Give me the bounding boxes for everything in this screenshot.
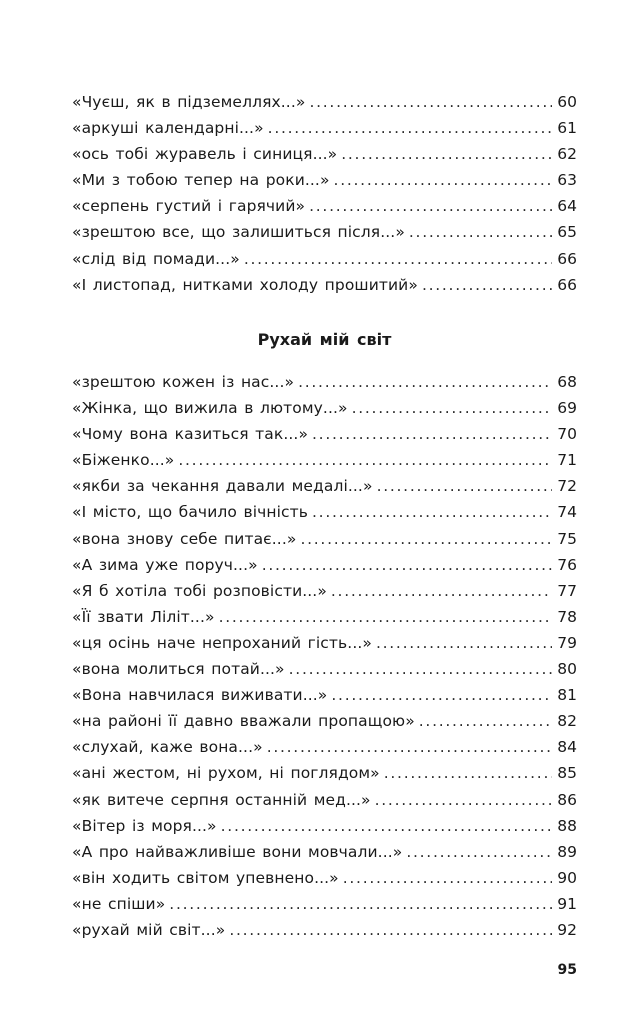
toc-entry-page: 66 xyxy=(557,249,577,268)
toc-entry-page: 77 xyxy=(557,581,577,600)
toc-entry xyxy=(72,708,577,734)
toc-leader-dots xyxy=(309,89,552,115)
toc-entry-page: 70 xyxy=(557,425,577,444)
toc-leader-dots xyxy=(219,604,552,630)
toc-entry-title: «на районі її давно вважали пропащою» xyxy=(72,712,415,731)
toc-entry xyxy=(72,369,577,395)
toc-leader-dots xyxy=(300,526,552,552)
toc-entry xyxy=(72,760,577,786)
toc-leader-dots xyxy=(343,865,552,891)
page-number: 95 xyxy=(557,962,577,978)
toc-entry xyxy=(72,246,577,272)
toc-leader-dots xyxy=(221,813,552,839)
toc-entry-title: «А про найважливіше вони мовчали...» xyxy=(72,842,403,861)
toc-entry-page: 86 xyxy=(557,790,577,809)
toc-entry-title: «Чому вона казиться так...» xyxy=(72,425,309,444)
toc-entry xyxy=(72,682,577,708)
toc-entry xyxy=(72,813,577,839)
toc-entry xyxy=(72,499,577,525)
toc-list-section xyxy=(72,369,577,943)
toc-entry xyxy=(72,89,577,115)
toc-leader-dots xyxy=(298,369,552,395)
toc-entry xyxy=(72,734,577,760)
toc-leader-dots xyxy=(169,891,552,917)
toc-leader-dots xyxy=(309,193,552,219)
toc-leader-dots xyxy=(267,734,552,760)
toc-leader-dots xyxy=(178,447,552,473)
toc-entry xyxy=(72,656,577,682)
toc-entry-title: «аркуші календарні...» xyxy=(72,119,264,138)
toc-leader-dots xyxy=(331,682,552,708)
toc-entry-title: «І місто, що бачило вічність xyxy=(72,503,309,522)
toc-entry-page: 75 xyxy=(557,529,577,548)
toc-entry-title: «ця осінь наче непроханий гість...» xyxy=(72,633,372,652)
toc-entry-title: «Чуєш, як в підземеллях...» xyxy=(72,93,306,111)
toc-entry-title: «серпень густий і гарячий» xyxy=(72,197,306,216)
toc-leader-dots xyxy=(341,141,552,167)
toc-leader-dots xyxy=(268,115,552,141)
toc-entry xyxy=(72,578,577,604)
toc-entry xyxy=(72,141,577,167)
toc-entry-page: 81 xyxy=(557,686,577,705)
toc-leader-dots xyxy=(331,578,552,604)
toc-entry xyxy=(72,917,577,943)
toc-entry-page: 89 xyxy=(557,842,577,861)
toc-leader-dots xyxy=(375,787,552,813)
toc-entry xyxy=(72,839,577,865)
toc-entry-page: 66 xyxy=(557,275,577,294)
toc-entry-page: 82 xyxy=(557,712,577,731)
toc-entry-page: 80 xyxy=(557,660,577,679)
toc-entry xyxy=(72,193,577,219)
toc-leader-dots xyxy=(289,656,552,682)
toc-entry-title: «І листопад, нитками холоду прошитий» xyxy=(72,275,418,294)
toc-entry-title: «як витече серпня останній мед...» xyxy=(72,790,371,809)
toc-list-previous-section xyxy=(72,89,577,298)
toc-entry xyxy=(72,272,577,298)
toc-entry-title: «ані жестом, ні рухом, ні поглядом» xyxy=(72,764,380,783)
toc-entry-title: «Вітер із моря...» xyxy=(72,816,217,835)
toc-entry-page: 68 xyxy=(557,373,577,391)
toc-entry-page: 92 xyxy=(557,920,577,939)
toc-leader-dots xyxy=(312,421,552,447)
toc-leader-dots xyxy=(312,499,552,525)
toc-entry xyxy=(72,447,577,473)
toc-entry-title: «рухай мій світ...» xyxy=(72,920,226,939)
toc-entry-title: «вона знову себе питає...» xyxy=(72,529,297,548)
toc-entry-title: «зрештою все, що залишиться після...» xyxy=(72,223,405,242)
toc-entry-page: 65 xyxy=(557,223,577,242)
toc-entry xyxy=(72,865,577,891)
toc-entry-title: «Біженко...» xyxy=(72,451,175,470)
toc-entry xyxy=(72,167,577,193)
toc-entry-page: 76 xyxy=(557,555,577,574)
toc-entry-title: «Жінка, що вижила в лютому...» xyxy=(72,399,348,418)
toc-entry xyxy=(72,787,577,813)
toc-leader-dots xyxy=(377,473,552,499)
toc-entry-page: 60 xyxy=(557,93,577,111)
toc-entry-page: 72 xyxy=(557,477,577,496)
toc-leader-dots xyxy=(422,272,552,298)
toc-entry xyxy=(72,604,577,630)
toc-entry-page: 88 xyxy=(557,816,577,835)
toc-leader-dots xyxy=(352,395,552,421)
toc-leader-dots xyxy=(419,708,552,734)
toc-entry-title: «не спіши» xyxy=(72,894,166,913)
toc-entry-page: 63 xyxy=(557,171,577,190)
toc-entry xyxy=(72,395,577,421)
toc-leader-dots xyxy=(334,167,552,193)
toc-entry-page: 62 xyxy=(557,145,577,164)
toc-leader-dots xyxy=(384,760,552,786)
toc-entry-title: «слухай, каже вона...» xyxy=(72,738,263,757)
toc-entry-page: 71 xyxy=(557,451,577,470)
toc-leader-dots xyxy=(376,630,552,656)
toc-entry xyxy=(72,421,577,447)
toc-entry-title: «якби за чекання давали медалі...» xyxy=(72,477,373,496)
toc-entry-title: «вона молиться потай...» xyxy=(72,660,285,679)
toc-leader-dots xyxy=(262,552,552,578)
toc-entry-page: 91 xyxy=(557,894,577,913)
toc-entry xyxy=(72,630,577,656)
toc-entry-page: 90 xyxy=(557,868,577,887)
toc-entry-title: «зрештою кожен із нас...» xyxy=(72,373,295,391)
toc-leader-dots xyxy=(244,246,552,272)
toc-entry-page: 84 xyxy=(557,738,577,757)
toc-entry-title: «А зима уже поруч...» xyxy=(72,555,258,574)
toc-entry-title: «Ми з тобою тепер на роки...» xyxy=(72,171,330,190)
toc-entry-title: «ось тобі журавель і синиця...» xyxy=(72,145,338,164)
toc-entry-title: «Я б хотіла тобі розповісти...» xyxy=(72,581,327,600)
toc-leader-dots xyxy=(406,839,552,865)
toc-entry-page: 64 xyxy=(557,197,577,216)
toc-entry-page: 79 xyxy=(557,633,577,652)
toc-entry xyxy=(72,219,577,245)
section-heading: Рухай мій світ xyxy=(257,330,392,349)
toc-entry xyxy=(72,891,577,917)
toc-leader-dots xyxy=(229,917,552,943)
toc-entry-page: 85 xyxy=(557,764,577,783)
toc-entry xyxy=(72,552,577,578)
toc-entry-title: «Вона навчилася виживати...» xyxy=(72,686,328,705)
toc-entry-page: 74 xyxy=(557,503,577,522)
toc-entry-page: 69 xyxy=(557,399,577,418)
toc-entry-title: «Її звати Ліліт...» xyxy=(72,607,215,626)
book-page xyxy=(72,0,577,1024)
toc-entry-title: «слід від помади...» xyxy=(72,249,240,268)
toc-entry xyxy=(72,473,577,499)
toc-leader-dots xyxy=(409,219,552,245)
toc-entry xyxy=(72,115,577,141)
toc-entry-title: «він ходить світом упевнено...» xyxy=(72,868,339,887)
toc-entry-page: 61 xyxy=(557,119,577,138)
toc-entry-page: 78 xyxy=(557,607,577,626)
toc-entry xyxy=(72,526,577,552)
